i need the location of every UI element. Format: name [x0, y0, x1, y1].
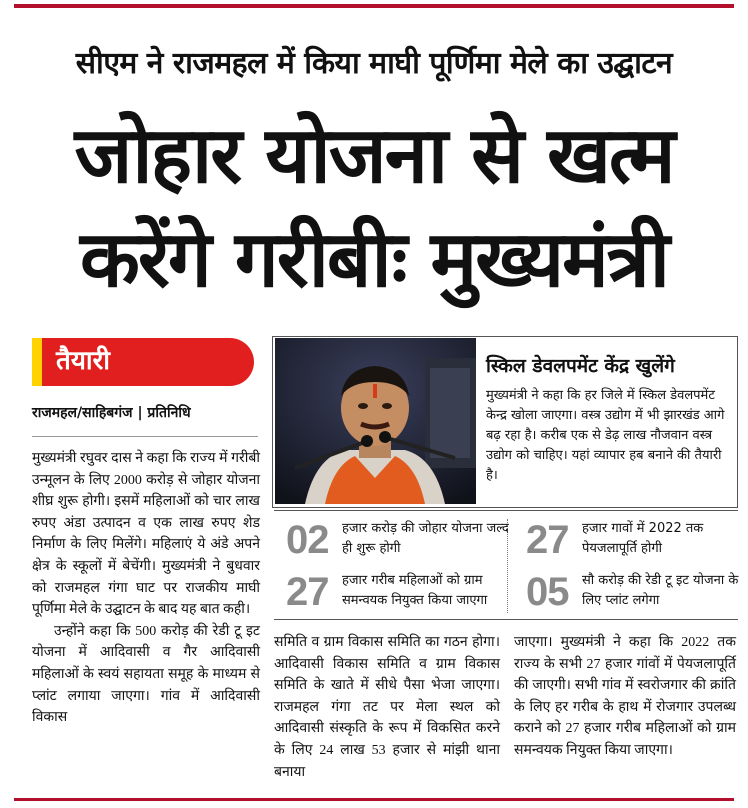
stat-text: हजार गावों में 2022 तक पेयजलापूर्ति होगी	[582, 521, 704, 556]
stat-number: 27	[526, 518, 569, 562]
article-column-2: समिति व ग्राम विकास समिति का गठन होगा। आदिवासी विकास समिति व ग्राम विकास समिति के खाते में सीधे पैसा भेजा जाएगा। राजमहल गंगा तट पर मेला स्थल को आदिवासी संस्कृति के रूप में विकसित करने के लिए 24 लाख 53 हजार से मांझी थाना बनाया	[274, 635, 500, 780]
info-box-title: स्किल डेवलपमेंट केंद्र खुलेंगे	[486, 355, 675, 377]
stat-text: हजार गरीब महिलाओं को ग्राम समन्वयक नियुक्त किया जाएगा	[342, 573, 488, 608]
stat-text: सौ करोड़ की रेडी टू इट योजना के लिए प्लांट लगेगा	[582, 573, 739, 608]
speaker-photo	[275, 338, 476, 504]
byline-divider	[32, 436, 258, 437]
stat-number: 05	[526, 570, 569, 614]
stat-number: 27	[286, 570, 329, 614]
speaker-photo-illustration	[275, 338, 476, 504]
stats-panel	[274, 510, 738, 620]
kicker-headline: सीएम ने राजमहल में किया माघी पूर्णिमा मेले का उद्घाटन	[75, 46, 673, 81]
byline: राजमहल/साहिबगंज | प्रतिनिधि	[32, 405, 191, 421]
article-column-3: जाएगा। मुख्यमंत्री ने कहा कि 2022 तक राज्य के सभी 27 हजार गांवों में पेयजलापूर्ति की जाएगी। सभी गांव में स्वरोजगार की क्रांति के लिए हर गरीब के हाथ में रोजगार उपलब्ध कराने को 27 हजार गरीब महिलाओं को ग्राम समन्वयक नियुक्त किया जाएगा।	[514, 635, 736, 758]
article-paragraph: उन्होंने कहा कि 500 करोड़ की रेडी टू इट योजना में आदिवासी व गैर आदिवासी महिलाओं के स्वयं सहायता समूह के माध्यम से प्लांट लगाया जाएगा। गांव में आदिवासी विकास	[32, 623, 260, 726]
bottom-rule	[14, 798, 734, 801]
article-column-1	[32, 448, 260, 729]
article-paragraph: मुख्यमंत्री रघुवर दास ने कहा कि राज्य में गरीबी उन्मूलन के लिए 2000 करोड़ से जोहार योजना शीघ्र शुरू होगी। इसमें महिलाओं को चार लाख रुपए अंडा उत्पादन व एक लाख रुपए शेड निर्माण के लिए मिलेंगे। महिलाएं ये अंडे अपने क्षेत्र के स्कूलों में बेचेंगी। मुख्यमंत्री ने बुधवार को राजमहल गंगा घाट पर राजकीय माघी पूर्णिमा मेले के उद्घाटन के बाद यह बात कही।	[32, 451, 260, 618]
info-box-text: मुख्यमंत्री ने कहा कि हर जिले में स्किल डेवलपमेंट केन्द्र खोला जाएगा। वस्त्र उद्योग में भी झारखंड आगे बढ़ रहा है। करीब एक से डेढ़ लाख नौजवान वस्त्र उद्योग को चाहिए। यहां व्यापार हब बनाने की तैयारी है।	[486, 388, 725, 483]
section-tab-accent	[32, 338, 42, 386]
stat-text: हजार करोड़ की जोहार योजना जल्द ही शुरू होगी	[342, 521, 509, 556]
main-headline	[14, 104, 734, 312]
headline-line-1: जोहार योजना से खत्म	[74, 111, 674, 201]
section-tab	[32, 338, 254, 386]
stat-number: 02	[286, 518, 329, 562]
headline-line-2: करेंगे गरीबीः मुख्यमंत्री	[80, 215, 668, 305]
section-tab-label: तैयारी	[56, 346, 111, 376]
top-rule	[14, 4, 734, 8]
